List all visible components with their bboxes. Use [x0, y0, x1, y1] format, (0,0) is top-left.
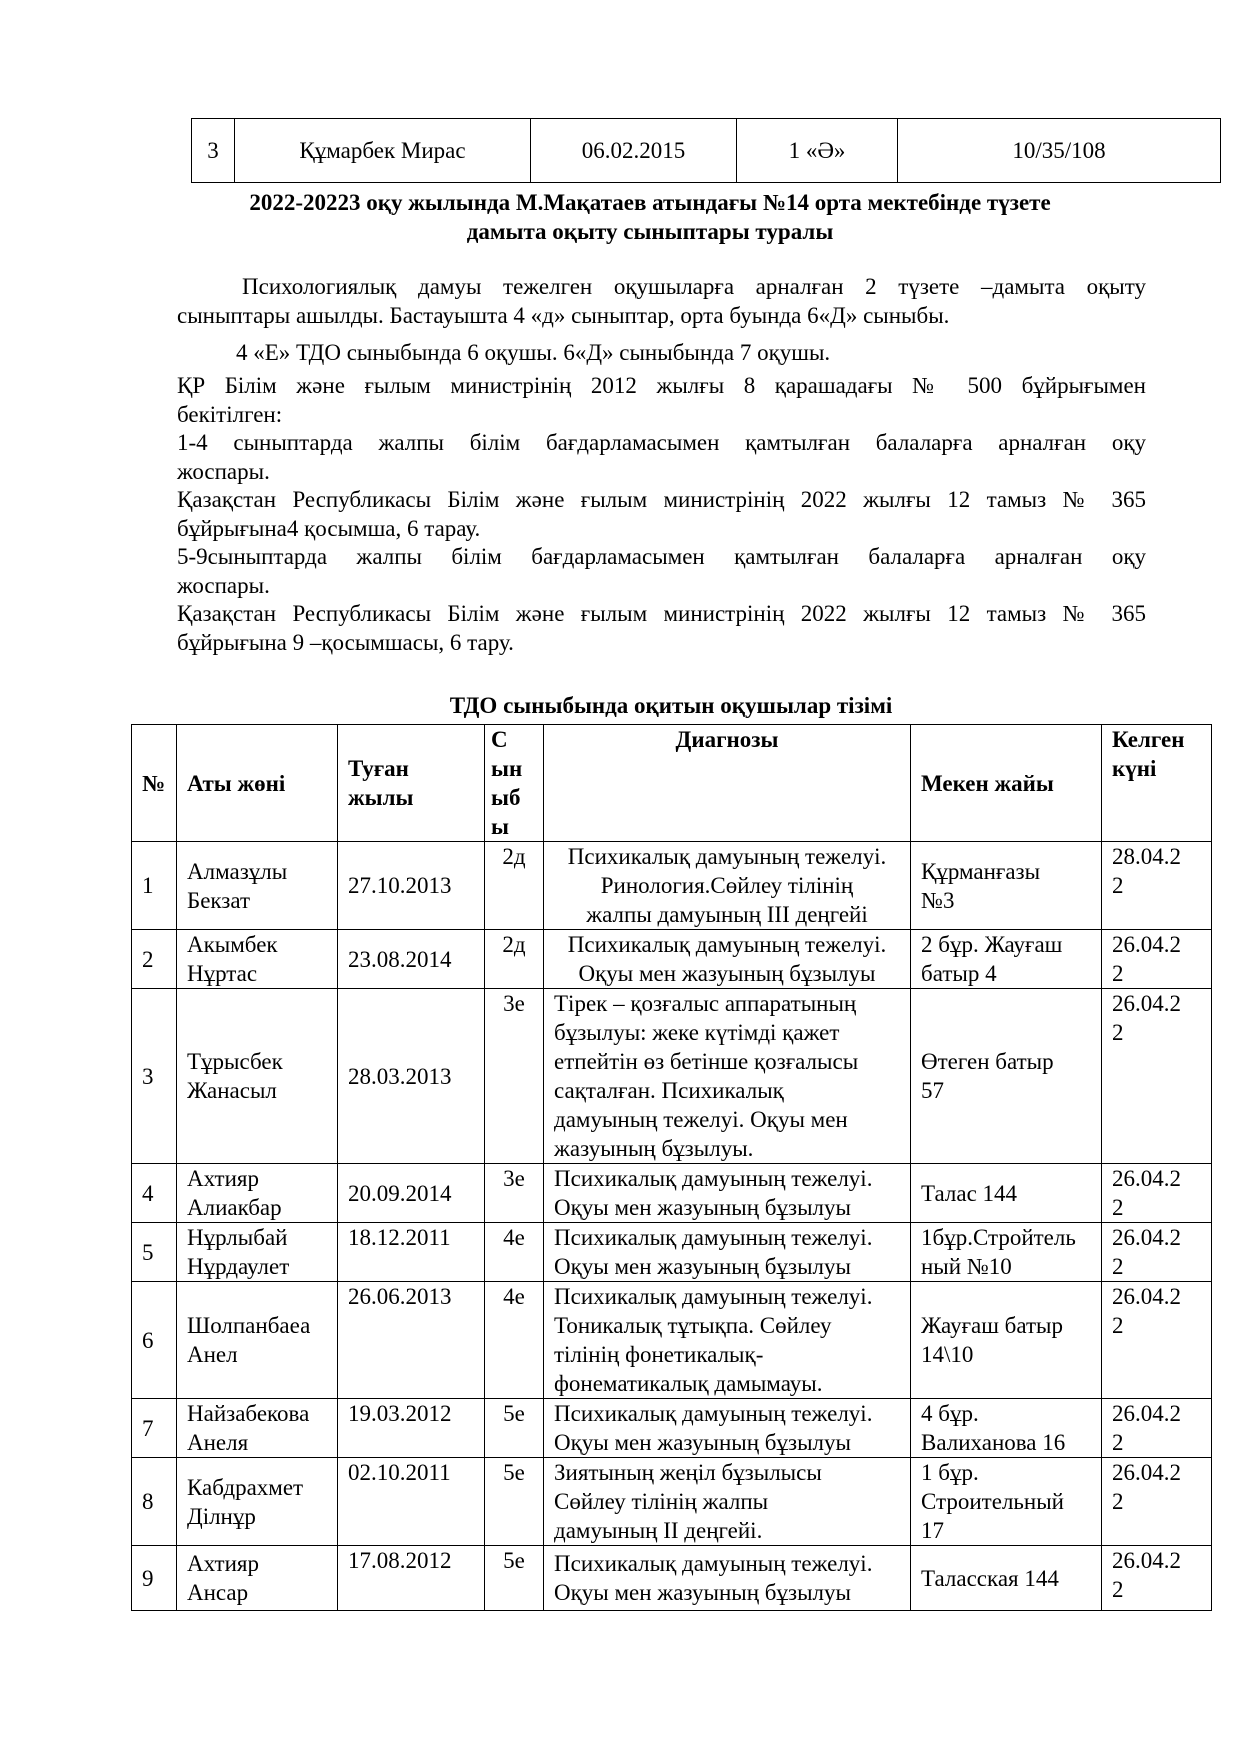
table-row	[132, 1164, 1212, 1223]
cell-line: 2	[1112, 1489, 1124, 1514]
birth-date	[338, 930, 485, 989]
diagnosis	[544, 989, 911, 1164]
arrival-date	[1102, 989, 1212, 1164]
cell-line: етпейтін өз бетінше қозғалысы	[554, 1049, 859, 1074]
cell-line: Жанасыл	[187, 1078, 277, 1103]
table-row	[132, 930, 1212, 989]
arrival-date	[1102, 1223, 1212, 1282]
cell-line: Талас 144	[921, 1180, 1018, 1206]
cell-line: Кабдрахмет	[187, 1474, 304, 1500]
cell-line: №3	[921, 887, 955, 913]
student-name	[177, 930, 338, 989]
paragraph-2: 4 «Е» ТДО сыныбында 6 оқушы. 6«Д» сыныбында 7 оқушы.	[236, 340, 831, 365]
cell-line: Алмазұлы	[187, 858, 288, 884]
cell-line: бұзылуы: жеке күтімді қажет	[554, 1020, 840, 1045]
diagnosis	[544, 1399, 911, 1458]
cell-line: ный №10	[921, 1254, 1012, 1279]
birth-date	[338, 1282, 485, 1399]
header-line: ы	[491, 814, 509, 839]
class: 1 «Ә»	[737, 119, 898, 183]
cell-line: Найзабекова	[187, 1401, 310, 1426]
student-name: Құмарбек Мирас	[235, 119, 531, 183]
cell-line: Анеля	[187, 1430, 249, 1455]
cell-line: 17.08.2012	[348, 1548, 452, 1573]
row-number	[132, 989, 177, 1164]
cell-line: Ринология.Сөйлеу тілінің	[600, 873, 854, 898]
cell-line: 28.04.2	[1112, 844, 1181, 869]
student-name	[177, 1282, 338, 1399]
birth-date	[338, 842, 485, 930]
cell-line: Валиханова 16	[921, 1430, 1066, 1455]
paragraph-line: сыныптары ашылды. Бастауышта 4 «д» сыныптар, орта буында 6«Д» сыныбы.	[177, 303, 950, 328]
cell-line: 1	[142, 873, 154, 898]
birth-date	[338, 1223, 485, 1282]
title-line-2: дамыта оқыту сыныптары туралы	[466, 219, 834, 244]
cell-line: 4е	[503, 1225, 525, 1250]
cell-line: 18.12.2011	[348, 1225, 451, 1250]
student-name	[177, 989, 338, 1164]
paragraph-1	[177, 272, 1146, 330]
cell-line: 5е	[503, 1460, 525, 1485]
row-number	[132, 1282, 177, 1399]
cell-line: Психикалық дамуының тежелуі.	[554, 1284, 873, 1309]
arrival-date	[1102, 1458, 1212, 1546]
cell-line: 9	[142, 1565, 154, 1591]
address	[911, 1164, 1102, 1223]
header-class	[485, 725, 544, 842]
arrival-date	[1102, 1546, 1212, 1611]
header-line: жылы	[348, 785, 414, 810]
cell-line: Оқуы мен жазуының бұзылуы	[554, 1254, 851, 1279]
cell-line: Ансар	[187, 1580, 249, 1605]
cell-line: 1бұр.Стройтель	[921, 1225, 1076, 1250]
class	[485, 1399, 544, 1458]
paragraph-3	[177, 371, 1146, 429]
cell-line: Таласская 144	[921, 1565, 1059, 1591]
cell-line: 26.04.2	[1112, 1284, 1181, 1309]
table-row	[132, 1223, 1212, 1282]
address: 10/35/108	[898, 119, 1221, 183]
cell-line: 2	[1112, 961, 1124, 986]
header-line: Туған	[348, 756, 409, 781]
cell-line: 2	[1112, 1195, 1124, 1220]
student-name	[177, 1164, 338, 1223]
cell-line: Психикалық дамуының тежелуі.	[554, 1166, 873, 1191]
header-diagnosis: Диагнозы	[544, 725, 911, 842]
cell-line: 19.03.2012	[348, 1401, 452, 1426]
cell-line: 17	[921, 1518, 944, 1543]
cell-line: 3е	[503, 1166, 525, 1191]
row-number: 3	[192, 119, 235, 183]
cell-line: 26.06.2013	[348, 1284, 452, 1309]
paragraph-line: жоспары.	[177, 459, 270, 484]
table-row	[132, 1458, 1212, 1546]
row-number	[132, 930, 177, 989]
cell-line: 4	[142, 1180, 154, 1206]
cell-line: Тоникалық тұтықпа. Сөйлеу	[554, 1313, 832, 1338]
cell-line: 26.04.2	[1112, 1548, 1181, 1573]
diagnosis	[544, 1223, 911, 1282]
table-row	[132, 1399, 1212, 1458]
paragraph-line: 5-9сыныптарда жалпы білім бағдарламасымен қамтылған балаларға арналған оқу	[177, 544, 1146, 569]
cell-line: 3е	[503, 991, 525, 1016]
row-number	[132, 1399, 177, 1458]
header-line: ын	[491, 756, 523, 781]
paragraph-6	[177, 542, 1146, 600]
arrival-date	[1102, 1164, 1212, 1223]
row-number	[132, 1458, 177, 1546]
paragraph-5	[177, 485, 1146, 543]
header-line: күні	[1112, 756, 1157, 781]
cell-line: Жауғаш батыр	[921, 1313, 1063, 1338]
cell-line: Оқуы мен жазуының бұзылуы	[554, 1580, 851, 1605]
cell-line: фонематикалық дамымауы.	[554, 1371, 823, 1396]
cell-line: Психикалық дамуының тежелуі.	[554, 1225, 873, 1250]
cell-line: 2	[142, 946, 154, 972]
class	[485, 1458, 544, 1546]
cell-line: Оқуы мен жазуының бұзылуы	[554, 1430, 851, 1455]
class	[485, 930, 544, 989]
header-birth-year	[338, 725, 485, 842]
cell-line: Өтеген батыр	[921, 1049, 1054, 1074]
cell-line: 2	[1112, 1577, 1124, 1602]
cell-line: 2д	[502, 932, 526, 957]
diagnosis	[544, 1164, 911, 1223]
table-row	[132, 1546, 1212, 1611]
diagnosis	[544, 842, 911, 930]
cell-line: Психикалық дамуының тежелуі.	[567, 932, 887, 957]
birth-date	[338, 1546, 485, 1611]
cell-line: 7	[142, 1415, 154, 1441]
class	[485, 1546, 544, 1611]
arrival-date	[1102, 1282, 1212, 1399]
cell-line: 8	[142, 1489, 154, 1514]
class	[485, 1164, 544, 1223]
paragraph-line: 1-4 сыныптарда жалпы білім бағдарламасымен қамтылған балаларға арналған оқу	[177, 430, 1146, 455]
header-arrival-date	[1102, 725, 1212, 842]
section-title	[150, 188, 1150, 246]
paragraph-line: ҚР Білім және ғылым министрінің 2012 жылғы 8 қарашадағы № 500 бұйрығымен	[177, 373, 1146, 398]
cell-line: Психикалық дамуының тежелуі.	[554, 1401, 873, 1426]
address	[911, 1223, 1102, 1282]
student-name	[177, 842, 338, 930]
cell-line: Ділнұр	[187, 1503, 256, 1529]
cell-line: 2д	[502, 844, 526, 869]
cell-line: 26.04.2	[1112, 932, 1181, 957]
cell-line: тілінің фонетикалық-	[554, 1342, 764, 1367]
cell-line: Тірек – қозғалыс аппаратының	[554, 991, 857, 1016]
cell-line: 1 бұр.	[921, 1460, 979, 1485]
cell-line: 2 бұр. Жауғаш	[921, 932, 1063, 957]
cell-line: 4е	[503, 1284, 525, 1309]
cell-line: Акымбек	[187, 932, 278, 957]
cell-line: сақталған. Психикалық	[554, 1078, 784, 1103]
cell-line: Шолпанбаеа	[187, 1313, 311, 1338]
header-line: С	[491, 727, 508, 752]
header-row	[132, 725, 1212, 842]
cell-line: 26.04.2	[1112, 991, 1181, 1016]
class	[485, 1223, 544, 1282]
cell-line: 5е	[503, 1548, 525, 1573]
cell-line: 2	[1112, 873, 1124, 898]
address	[911, 1546, 1102, 1611]
cell-line: Психикалық дамуының тежелуі.	[567, 844, 887, 869]
cell-line: Құрманғазы	[921, 858, 1041, 884]
cell-line: 3	[142, 1063, 154, 1089]
cell-line: 4 бұр.	[921, 1401, 979, 1426]
diagnosis	[544, 1546, 911, 1611]
cell-line: Сөйлеу тілінің жалпы	[554, 1489, 769, 1514]
cell-line: 6	[142, 1327, 154, 1353]
address	[911, 1399, 1102, 1458]
paragraph-4	[177, 428, 1146, 486]
arrival-date	[1102, 1399, 1212, 1458]
cell-line: жазуының бұзылуы.	[554, 1136, 754, 1161]
row-number	[132, 1164, 177, 1223]
cell-line: Анел	[187, 1342, 238, 1367]
address	[911, 842, 1102, 930]
arrival-date	[1102, 842, 1212, 930]
header-number: №	[132, 725, 177, 842]
row-number	[132, 1546, 177, 1611]
birth-date	[338, 1458, 485, 1546]
cell-line: 27.10.2013	[348, 873, 452, 898]
header-address: Мекен жайы	[911, 725, 1102, 842]
cell-line: 14\10	[921, 1342, 974, 1367]
paragraph-line: Психологиялық дамуы тежелген оқушыларға арналған 2 түзете –дамыта оқыту	[242, 274, 1146, 299]
previous-list-table	[191, 118, 1221, 183]
cell-line: 02.10.2011	[348, 1460, 451, 1485]
cell-line: 28.03.2013	[348, 1063, 452, 1089]
cell-line: Нұрдаулет	[187, 1254, 290, 1279]
arrival-date	[1102, 930, 1212, 989]
cell-line: батыр 4	[921, 961, 997, 986]
title-line-1: 2022-20223 оқу жылында М.Мақатаев атындағы №14 орта мектебінде түзете	[249, 190, 1051, 215]
cell-line: 5	[142, 1239, 154, 1265]
birth-date	[338, 989, 485, 1164]
cell-line: Бекзат	[187, 887, 251, 913]
table-row	[132, 1282, 1212, 1399]
cell-line: 26.04.2	[1112, 1225, 1181, 1250]
student-name	[177, 1546, 338, 1611]
students-table	[131, 724, 1212, 1611]
class	[485, 1282, 544, 1399]
birth-date	[338, 1399, 485, 1458]
cell-line: 2	[1112, 1254, 1124, 1279]
paragraph-line: Қазақстан Республикасы Білім және ғылым министрінің 2022 жылғы 12 тамыз № 365	[177, 601, 1146, 626]
row-number	[132, 1223, 177, 1282]
birth-date	[338, 1164, 485, 1223]
cell-line: Ахтияр	[187, 1166, 259, 1191]
class	[485, 989, 544, 1164]
header-line: Келген	[1112, 727, 1185, 752]
cell-line: дамуының тежелуі. Оқуы мен	[554, 1107, 848, 1132]
cell-line: 23.08.2014	[348, 946, 452, 972]
table-row	[132, 842, 1212, 930]
cell-line: Тұрысбек	[187, 1049, 283, 1074]
diagnosis	[544, 1282, 911, 1399]
cell-line: Ахтияр	[187, 1551, 259, 1576]
cell-line: дамуының ІІ деңгейі.	[554, 1518, 763, 1543]
header-name: Аты жөні	[177, 725, 338, 842]
student-name	[177, 1458, 338, 1546]
paragraph-line: Қазақстан Республикасы Білім және ғылым министрінің 2022 жылғы 12 тамыз № 365	[177, 487, 1146, 512]
paragraph-line: жоспары.	[177, 573, 270, 598]
table-row	[132, 989, 1212, 1164]
birth-date: 06.02.2015	[531, 119, 737, 183]
cell-line: Оқуы мен жазуының бұзылуы	[578, 961, 876, 986]
paragraph-line: бұйрығына4 қосымша, 6 тарау.	[177, 516, 481, 541]
paragraph-line: бекітілген:	[177, 402, 283, 427]
student-name	[177, 1399, 338, 1458]
header-line: ыб	[491, 785, 521, 810]
paragraph-line: бұйрығына 9 –қосымшасы, 6 тару.	[177, 630, 514, 655]
table-caption: ТДО сыныбында оқитын оқушылар тізімі	[449, 693, 893, 718]
cell-line: 5е	[503, 1401, 525, 1426]
cell-line: Нұрлыбай	[187, 1225, 288, 1250]
cell-line: 2	[1112, 1020, 1124, 1045]
student-name	[177, 1223, 338, 1282]
address	[911, 1458, 1102, 1546]
class	[485, 842, 544, 930]
paragraph-7	[177, 599, 1146, 657]
cell-line: 2	[1112, 1313, 1124, 1338]
row-number	[132, 842, 177, 930]
address	[911, 989, 1102, 1164]
cell-line: 20.09.2014	[348, 1180, 452, 1206]
cell-line: 57	[921, 1078, 944, 1103]
cell-line: 2	[1112, 1430, 1124, 1455]
cell-line: жалпы дамуының ІІІ деңгейі	[586, 902, 868, 927]
cell-line: Зиятының жеңіл бұзылысы	[554, 1460, 822, 1485]
table-row	[192, 119, 1221, 183]
cell-line: Алиакбар	[187, 1195, 282, 1220]
cell-line: 26.04.2	[1112, 1401, 1181, 1426]
cell-line: Оқуы мен жазуының бұзылуы	[554, 1195, 851, 1220]
cell-line: 26.04.2	[1112, 1166, 1181, 1191]
diagnosis	[544, 930, 911, 989]
cell-line: Строительный	[921, 1489, 1064, 1514]
diagnosis	[544, 1458, 911, 1546]
cell-line: 26.04.2	[1112, 1460, 1181, 1485]
cell-line: Психикалық дамуының тежелуі.	[554, 1551, 873, 1576]
cell-line: Нұртас	[187, 961, 258, 986]
address	[911, 930, 1102, 989]
address	[911, 1282, 1102, 1399]
